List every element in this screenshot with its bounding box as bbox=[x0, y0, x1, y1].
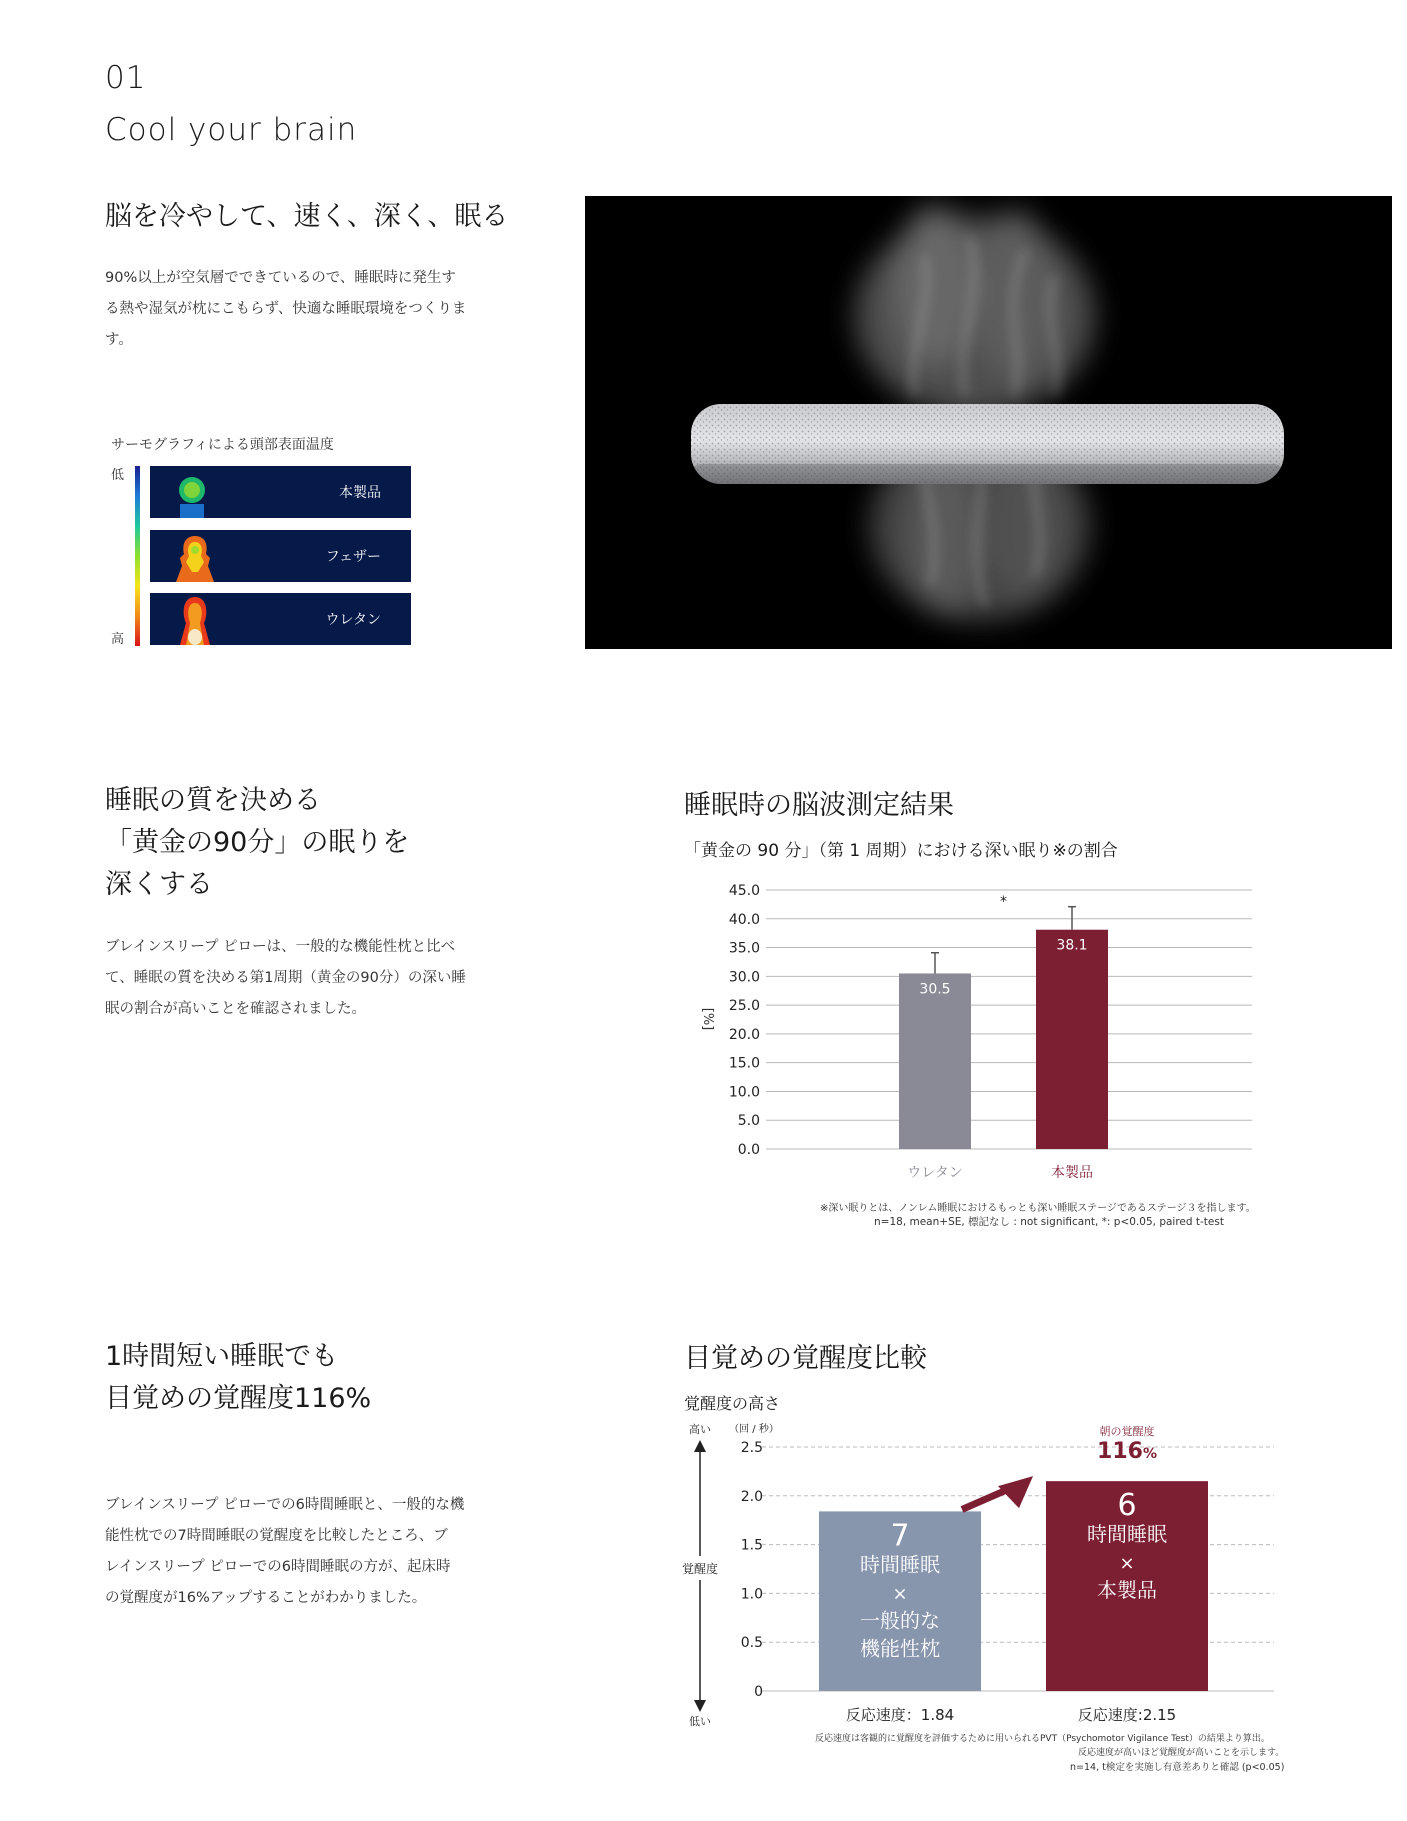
chart2-subtitle: 覚醒度の高さ bbox=[684, 1394, 781, 1413]
chart2-unit: （回 / 秒） bbox=[729, 1424, 779, 1435]
chart2-y-tick: 0 bbox=[754, 1684, 763, 1700]
chart2-bar-big-number: 7 bbox=[890, 1518, 910, 1554]
chart1-title: 睡眠時の脳波測定結果 bbox=[684, 790, 954, 821]
alertness-heading-line: 1時間短い睡眠でも bbox=[105, 1341, 339, 1372]
thermo-panel-label: ウレタン bbox=[325, 612, 381, 628]
chart2-bar-text: × bbox=[892, 1583, 908, 1605]
cooling-body-line: す。 bbox=[105, 332, 133, 348]
chart1-y-label: [%] bbox=[700, 1007, 715, 1031]
alertness-body-line: の覚醒度が16%アップすることがわかりました。 bbox=[105, 1590, 427, 1606]
chart2-note: 反応速度が高いほど覚醒度が高いことを示します。 bbox=[1078, 1748, 1285, 1758]
thermo-caption: サーモグラフィによる頭部表面温度 bbox=[111, 437, 334, 453]
chart2-title: 目覚めの覚醒度比較 bbox=[684, 1343, 927, 1374]
cooling-heading: 脳を冷やして、速く、深く、眠る bbox=[105, 201, 509, 232]
chart1-subtitle: 「黄金の 90 分」（第 1 周期）における深い眠り※の割合 bbox=[684, 841, 1118, 861]
thermo-panel-label: 本製品 bbox=[339, 485, 381, 501]
chart2-x-label: 反応速度:2.15 bbox=[1077, 1706, 1177, 1724]
alertness-body-line: ブレインスリープ ピローでの6時間睡眠と、一般的な機 bbox=[105, 1497, 465, 1513]
alertness-body bbox=[105, 1490, 490, 1614]
section-number: 01 bbox=[105, 60, 147, 96]
chart2-highlight-value bbox=[1097, 1439, 1157, 1464]
chart2-y-tick: 1.0 bbox=[740, 1586, 763, 1603]
pillow-vapor-image bbox=[585, 196, 1392, 649]
chart1-x-label: 本製品 bbox=[1051, 1165, 1093, 1181]
golden90-body bbox=[105, 932, 490, 1025]
chart1-y-tick: 40.0 bbox=[728, 911, 760, 928]
chart2-note: 反応速度は客観的に覚醒度を評価するために用いられるPVT（Psychomotor Vigilance Test）の結果より算出。 bbox=[815, 1734, 1270, 1744]
chart2-bar-text: 一般的な bbox=[860, 1608, 940, 1633]
pillow-photo bbox=[585, 196, 1392, 649]
golden90-heading-line: 「黄金の90分」の眠りを bbox=[105, 827, 410, 858]
chart1-y-tick: 0.0 bbox=[737, 1142, 760, 1158]
chart2-bar-text: 時間睡眠 bbox=[860, 1552, 940, 1577]
thermo-panel-label: フェザー bbox=[325, 549, 381, 565]
chart2-y-tick: 2.0 bbox=[740, 1488, 763, 1505]
thermo-panel-product bbox=[150, 466, 411, 518]
chart2-note: n=14, t検定を実施し有意差ありと確認 (p<0.05) bbox=[1070, 1762, 1285, 1773]
alertness-body-line: レインスリープ ピローでの6時間睡眠の方が、起床時 bbox=[105, 1559, 451, 1575]
chart1-y-tick: 10.0 bbox=[728, 1084, 760, 1101]
chart1-bar bbox=[1036, 930, 1108, 1149]
golden90-heading-line: 深くする bbox=[105, 869, 213, 900]
thermo-low-label: 低 bbox=[111, 468, 125, 483]
chart1-significance: * bbox=[1000, 894, 1007, 910]
chart2-highlight-label: 朝の覚醒度 bbox=[1099, 1425, 1155, 1438]
chart2-axis-arrow-up bbox=[694, 1440, 706, 1452]
chart2-axis-high: 高い bbox=[689, 1423, 711, 1436]
section-title: Cool your brain bbox=[105, 112, 358, 148]
chart1-value-label: 30.5 bbox=[919, 981, 951, 998]
chart1-y-tick: 30.0 bbox=[728, 969, 760, 986]
chart2-bar-big-number: 6 bbox=[1117, 1488, 1137, 1524]
chart2-x-label: 反応速度：1.84 bbox=[845, 1706, 955, 1724]
chart2-highlight-unit: % bbox=[1142, 1446, 1157, 1462]
chart2-y-tick: 2.5 bbox=[740, 1440, 763, 1456]
chart2-alertness bbox=[676, 1418, 1276, 1730]
alertness-heading bbox=[105, 1336, 371, 1420]
chart2-bar-text: × bbox=[1119, 1553, 1135, 1575]
golden90-heading bbox=[105, 780, 409, 906]
cooling-body-line: る熱や湿気が枕にこもらず、快適な睡眠環境をつくりま bbox=[105, 301, 467, 317]
cooling-body bbox=[105, 263, 490, 356]
chart2-highlight-number: 116 bbox=[1097, 1439, 1143, 1464]
chart1-y-tick: 25.0 bbox=[728, 998, 760, 1015]
thermo-head-icon bbox=[172, 470, 212, 518]
thermo-high-label: 高 bbox=[111, 632, 125, 647]
chart2-y-label: 覚醒度 bbox=[681, 1562, 719, 1576]
chart2-axis-low: 低い bbox=[689, 1715, 711, 1728]
golden90-heading-line: 睡眠の質を決める bbox=[105, 785, 321, 816]
chart1-note: ※深い眠りとは、ノンレム睡眠におけるもっとも深い睡眠ステージであるステージ３を指します。 bbox=[820, 1203, 1256, 1214]
chart2-bar-text: 機能性枕 bbox=[860, 1636, 940, 1661]
thermo-head-icon bbox=[172, 595, 218, 645]
thermo-panel-urethane bbox=[150, 593, 411, 645]
chart1-y-tick: 20.0 bbox=[728, 1026, 760, 1043]
chart2-y-tick: 0.5 bbox=[740, 1635, 763, 1652]
alertness-heading-line: 目覚めの覚醒度116% bbox=[105, 1383, 372, 1414]
alertness-body-line: 能性枕での7時間睡眠の覚醒度を比較したところ、ブ bbox=[105, 1528, 448, 1544]
chart1-y-tick: 15.0 bbox=[728, 1055, 760, 1072]
cooling-body-line: 90%以上が空気層でできているので、睡眠時に発生す bbox=[105, 270, 456, 286]
chart1-y-tick: 45.0 bbox=[728, 883, 760, 899]
chart1-note: n=18, mean+SE, 標記なし : not significant, *: p<0.05, paired t-test bbox=[874, 1216, 1224, 1228]
thermo-color-scale bbox=[135, 466, 140, 646]
golden90-body-line: 眠の割合が高いことを確認されました。 bbox=[105, 1001, 366, 1017]
chart1-y-tick: 5.0 bbox=[737, 1113, 760, 1130]
golden90-body-line: ブレインスリープ ピローは、一般的な機能性枕と比べ bbox=[105, 939, 456, 955]
chart2-y-tick: 1.5 bbox=[740, 1537, 763, 1554]
chart1-deep-sleep bbox=[684, 872, 1264, 1182]
thermo-panel-feather bbox=[150, 530, 411, 582]
chart2-bar-text: 本製品 bbox=[1097, 1578, 1157, 1603]
chart1-y-tick: 35.0 bbox=[728, 940, 760, 957]
chart1-x-label: ウレタン bbox=[907, 1165, 963, 1181]
chart2-axis-arrow-down bbox=[694, 1700, 706, 1712]
chart1-value-label: 38.1 bbox=[1056, 937, 1088, 954]
golden90-body-line: て、睡眠の質を決める第1周期（黄金の90分）の深い睡 bbox=[105, 970, 466, 986]
chart1-bar bbox=[899, 973, 971, 1149]
thermo-head-icon bbox=[172, 532, 218, 582]
chart2-bar-text: 時間睡眠 bbox=[1087, 1522, 1167, 1547]
